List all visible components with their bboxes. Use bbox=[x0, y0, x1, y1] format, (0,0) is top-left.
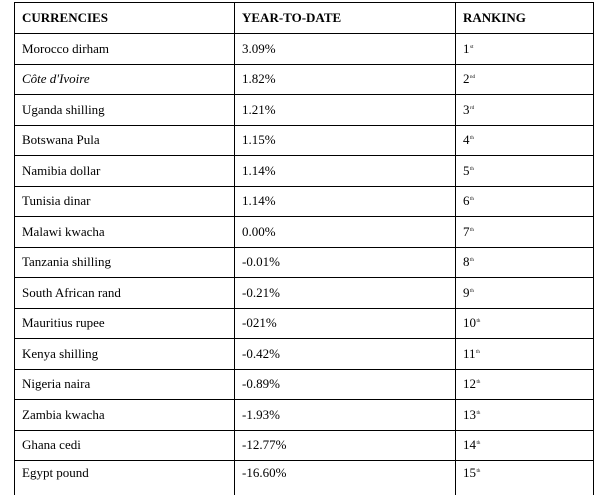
rank-suffix: th bbox=[476, 441, 481, 447]
ranking-cell bbox=[456, 430, 594, 461]
rank-number: 1 bbox=[463, 40, 470, 56]
currency-cell: South African rand bbox=[15, 278, 235, 309]
ranking-cell bbox=[456, 247, 594, 278]
rank-number: 13 bbox=[463, 406, 476, 422]
table-row bbox=[15, 308, 594, 339]
currency-cell: Morocco dirham bbox=[15, 34, 235, 65]
currency-cell: Kenya shilling bbox=[15, 339, 235, 370]
rank-suffix: th bbox=[470, 288, 474, 294]
table-row bbox=[15, 339, 594, 370]
currency-cell: Malawi kwacha bbox=[15, 217, 235, 248]
rank-suffix: st bbox=[470, 44, 474, 50]
currency-cell: Ghana cedi bbox=[15, 430, 235, 461]
ranking-cell bbox=[456, 95, 594, 126]
ranking-cell bbox=[456, 369, 594, 400]
currency-cell: Namibia dollar bbox=[15, 156, 235, 187]
rank-suffix: th bbox=[476, 349, 480, 355]
rank-number: 12 bbox=[463, 376, 476, 392]
ytd-cell: -12.77% bbox=[235, 430, 456, 461]
ytd-cell: 1.21% bbox=[235, 95, 456, 126]
ytd-cell: -1.93% bbox=[235, 400, 456, 431]
table-row bbox=[15, 34, 594, 65]
table-row bbox=[15, 217, 594, 248]
rank-suffix: th bbox=[476, 410, 481, 416]
rank-number: 11 bbox=[463, 345, 476, 361]
rank-number: 6 bbox=[463, 193, 470, 209]
currency-ranking-table bbox=[14, 2, 594, 495]
rank-suffix: th bbox=[470, 227, 474, 233]
table-container bbox=[14, 2, 600, 495]
table-row bbox=[15, 247, 594, 278]
rank-suffix: th bbox=[476, 319, 481, 325]
ranking-cell bbox=[456, 217, 594, 248]
rank-suffix: th bbox=[470, 166, 474, 172]
table-row bbox=[15, 278, 594, 309]
ytd-cell: -0.21% bbox=[235, 278, 456, 309]
currency-cell: Côte d'Ivoire bbox=[15, 64, 235, 95]
currency-cell: Mauritius rupee bbox=[15, 308, 235, 339]
ytd-cell: -0.89% bbox=[235, 369, 456, 400]
ytd-cell: 1.14% bbox=[235, 186, 456, 217]
currency-cell: Botswana Pula bbox=[15, 125, 235, 156]
header-currencies: CURRENCIES bbox=[15, 3, 235, 34]
header-row bbox=[15, 3, 594, 34]
ranking-cell bbox=[456, 125, 594, 156]
ytd-cell: -021% bbox=[235, 308, 456, 339]
table-row bbox=[15, 64, 594, 95]
ytd-cell: 1.14% bbox=[235, 156, 456, 187]
ytd-cell: 0.00% bbox=[235, 217, 456, 248]
ytd-cell: -0.01% bbox=[235, 247, 456, 278]
currency-cell: Tanzania shilling bbox=[15, 247, 235, 278]
rank-number: 9 bbox=[463, 284, 470, 300]
rank-number: 3 bbox=[463, 101, 470, 117]
ytd-cell: 1.82% bbox=[235, 64, 456, 95]
rank-number: 7 bbox=[463, 223, 470, 239]
rank-suffix: th bbox=[470, 258, 474, 264]
ytd-cell: 3.09% bbox=[235, 34, 456, 65]
currency-cell: Egypt pound bbox=[15, 461, 235, 495]
rank-number: 10 bbox=[463, 315, 476, 331]
table-row bbox=[15, 156, 594, 187]
rank-suffix: rd bbox=[470, 105, 475, 111]
rank-suffix: nd bbox=[470, 75, 475, 81]
table-row bbox=[15, 461, 594, 495]
ytd-cell: -0.42% bbox=[235, 339, 456, 370]
ranking-cell bbox=[456, 64, 594, 95]
currency-cell: Tunisia dinar bbox=[15, 186, 235, 217]
rank-number: 5 bbox=[463, 162, 470, 178]
currency-cell: Nigeria naira bbox=[15, 369, 235, 400]
rank-number: 8 bbox=[463, 254, 470, 270]
table-row bbox=[15, 125, 594, 156]
ranking-cell bbox=[456, 278, 594, 309]
ytd-cell: 1.15% bbox=[235, 125, 456, 156]
rank-number: 15 bbox=[463, 465, 476, 480]
rank-suffix: th bbox=[476, 380, 481, 386]
table-row bbox=[15, 95, 594, 126]
header-year-to-date: YEAR-TO-DATE bbox=[235, 3, 456, 34]
currency-cell: Zambia kwacha bbox=[15, 400, 235, 431]
ranking-cell bbox=[456, 400, 594, 431]
rank-suffix: th bbox=[470, 197, 474, 203]
rank-suffix: th bbox=[476, 469, 481, 474]
header-ranking: RANKING bbox=[456, 3, 594, 34]
ranking-cell bbox=[456, 156, 594, 187]
rank-number: 2 bbox=[463, 71, 470, 87]
ranking-cell bbox=[456, 461, 594, 495]
ranking-cell bbox=[456, 308, 594, 339]
table-row bbox=[15, 369, 594, 400]
ranking-cell bbox=[456, 339, 594, 370]
rank-number: 14 bbox=[463, 437, 476, 453]
currency-cell: Uganda shilling bbox=[15, 95, 235, 126]
table-row bbox=[15, 430, 594, 461]
table-row bbox=[15, 400, 594, 431]
ytd-cell: -16.60% bbox=[235, 461, 456, 495]
rank-number: 4 bbox=[463, 132, 470, 148]
rank-suffix: th bbox=[470, 136, 474, 142]
table-row bbox=[15, 186, 594, 217]
ranking-cell bbox=[456, 186, 594, 217]
ranking-cell bbox=[456, 34, 594, 65]
